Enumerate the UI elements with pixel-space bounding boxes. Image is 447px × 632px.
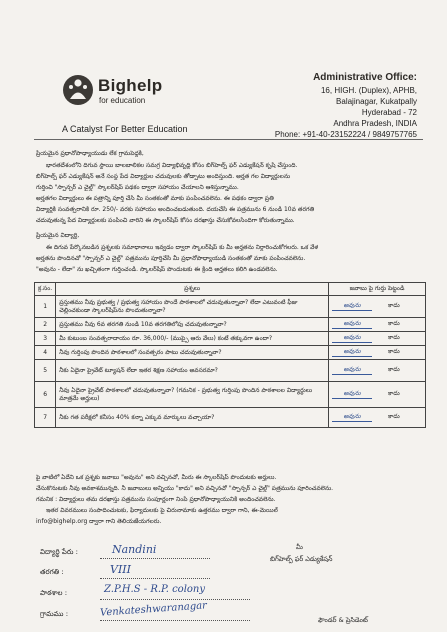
answer-no[interactable]: కాదు <box>388 334 400 341</box>
student-name-label: విద్యార్థి పేరు : <box>40 548 78 556</box>
row-number: 7 <box>35 408 56 428</box>
table-header-row <box>35 283 426 296</box>
answer-yes[interactable]: అవును <box>332 366 372 375</box>
body-line: భారతదేశంలోని దిగువ స్థాయి బాలబాలికల సమగ్ర విద్యాభివృద్ధి కోసం బిగ్‌హెల్ప్ ఫర్ ఎడ్యుకేషన్ కృషి చేస్తుంది. <box>46 162 298 169</box>
answer-yes[interactable]: అవును <box>332 320 372 329</box>
table-row <box>35 408 426 428</box>
class-value[interactable]: VIII <box>110 563 131 576</box>
body-line: అర్హతగల విద్యార్థులు ఈ పత్రాన్ని పూర్తి చేసి మీ సంతకంతో మాకు పంపించవలెను. ఈ పథకం ద్వారా ప్రతి <box>36 195 274 202</box>
school-value[interactable]: Z.P.H.S - R.P. colony <box>104 584 206 595</box>
office-line: Andhra Pradesh, INDIA <box>333 119 417 128</box>
answer-yes[interactable]: అవును <box>332 390 372 399</box>
body-line: చేసుకొనుటకు నీవు అవకాశమున్నది. నీ జవాబులు అన్నియు "కాదు" అని వచ్చినచో "స్పాన్సర్ ఎ చైల్డ్" పత్రమును పూరించవలెను. <box>36 485 334 492</box>
row-number: 2 <box>35 318 56 332</box>
school-line <box>100 599 250 600</box>
col-header-answer: జవాబు పై గుర్తు పెట్టండి <box>329 283 426 296</box>
village-label: గ్రామము : <box>40 610 69 618</box>
signoff-yours: మీ <box>296 543 303 551</box>
row-question: ప్రస్తుతము నీవు 6వ తరగతి నుండి 10వ తరగతిలోపు చదువుతున్నావా? <box>56 318 329 332</box>
answer-cell[interactable] <box>329 360 426 382</box>
row-number: 4 <box>35 346 56 360</box>
row-number: 5 <box>35 360 56 382</box>
table-row <box>35 346 426 360</box>
body-line: విద్యార్థికి సంవత్సరానికి రూ. 250/- వరకు సహాయం అందించబడుతుంది. దయచేసి ఈ పత్రమును 6 నుండి 10వ తరగతి <box>36 206 315 213</box>
brand-tagline: for education <box>99 96 146 105</box>
answer-cell[interactable] <box>329 408 426 428</box>
answer-yes[interactable]: అవును <box>332 334 372 343</box>
office-line: Balajinagar, Kukatpally <box>336 97 417 106</box>
header-divider <box>34 139 423 140</box>
office-line: 16, HIGH. (Duplex), APHB, <box>320 86 417 95</box>
body-line: చదువుతున్న పేద విద్యార్థులకు పంపించి వారిని ఈ స్కాలర్‌షిప్ కోసం దరఖాస్తు చేసుకోవలసిందిగా కోరుతున్నాము. <box>36 217 295 224</box>
answer-no[interactable]: కాదు <box>388 302 400 309</box>
office-phone: Phone: +91-40-23152224 / 9849757765 <box>274 130 417 139</box>
signoff-title: ఫౌండర్ & ప్రెసిడెంట్ <box>318 616 368 624</box>
answer-cell[interactable] <box>329 318 426 332</box>
body-line: "అవును - లేదా" ను ఖచ్చితంగా గుర్తించండి. స్కాలర్‌షిప్ పొందుటకు ఈ క్రింది అర్హతలు కలిగి ఉండవలెను. <box>36 266 278 273</box>
eligibility-table <box>34 282 426 428</box>
bighelp-logo-icon <box>62 74 94 106</box>
row-number: 6 <box>35 382 56 408</box>
row-number: 3 <box>35 332 56 346</box>
row-number: 1 <box>35 296 56 318</box>
body-line: ఈ దిగువ పేర్కొనబడిన ప్రశ్నలకు సమాధానాలు ఇవ్వడం ద్వారా స్కాలర్‌షిప్ కు మీ అర్హతను నిర్ధారించుకోగలరు. ఒక వేళ <box>46 244 319 251</box>
answer-cell[interactable] <box>329 382 426 408</box>
answer-no[interactable]: కాదు <box>388 390 400 397</box>
office-address <box>247 72 417 140</box>
answer-no[interactable]: కాదు <box>388 348 400 355</box>
office-line: Hyderabad - 72 <box>361 108 417 117</box>
body-line: బిగ్‌హెల్ప్ ఫర్ ఎడ్యుకేషన్ అనే సంస్థ పేద విద్యార్థుల చదువులకు తోడ్పాటు అందిస్తుంది. అర్హత గల విద్యార్థులను <box>36 173 291 180</box>
table-row <box>35 332 426 346</box>
body-line: పై వాటిలో ఏదేని ఒక ప్రశ్నకు జవాబు "అవును" అని వచ్చినచో, మీరు ఈ స్కాలర్‌షిప్ పొందుటకు అర్హులు. <box>36 474 277 481</box>
table-row <box>35 318 426 332</box>
body-line: ఇతర వివరములు సంపాదించుటకు, ఫిర్యాదులకు పై చిరునామాకు ఉత్తరము ద్వారా గాని, ఈ-మెయిల్ <box>46 507 278 514</box>
salutation: ప్రియమైన ప్రధానోపాధ్యాయుడు లేక గ్రామపెద్దకి, <box>36 150 144 157</box>
answer-no[interactable]: కాదు <box>388 366 400 373</box>
brand-name: Bighelp <box>98 76 163 95</box>
catalyst-tagline: A Catalyst For Better Education <box>62 124 188 134</box>
answer-cell[interactable] <box>329 296 426 318</box>
village-value[interactable]: Venkateshwaranagar <box>99 600 208 619</box>
answer-yes[interactable]: అవును <box>332 302 372 311</box>
row-question: నీవు గుర్తింపు పొందిన పాఠశాలలో సంవత్సరం పాటు చదువుతున్నావా? <box>56 346 329 360</box>
village-line <box>100 620 250 621</box>
table-row <box>35 360 426 382</box>
row-question: నీకు గత పరీక్షలో కనీసం 40% కన్నా ఎక్కువ మార్కులు వచ్చాయా? <box>56 408 329 428</box>
note-line: గమనిక : విద్యార్థులు తమ దరఖాస్తు పత్రమును సంపూర్ణంగా నింపి ప్రధానోపాధ్యాయునికి అందించవలెను. <box>36 496 276 503</box>
answer-yes[interactable]: అవును <box>332 413 372 422</box>
answer-no[interactable]: కాదు <box>388 413 400 420</box>
answer-cell[interactable] <box>329 346 426 360</box>
email-line: info@bighelp.org ద్వారా గాని తెలియజేయగలరు. <box>36 518 162 525</box>
table-row <box>35 296 426 318</box>
school-label: పాఠశాల : <box>40 589 68 597</box>
answer-cell[interactable] <box>329 332 426 346</box>
col-header-number: క్ర.సం. <box>35 283 56 296</box>
table-row <box>35 382 426 408</box>
student-name-line <box>100 558 210 559</box>
answer-yes[interactable]: అవును <box>332 348 372 357</box>
row-question: ప్రస్తుతము నీవు ప్రభుత్వ / ప్రభుత్వ సహాయం పొందే పాఠశాలలో చదువుతున్నావా? లేదా ఎటువంటి ఫీజు చెల్లించకుండా స్కాలర్‌షిప్‌ను పొందుతున్నావా? <box>56 296 329 318</box>
student-name-value[interactable]: Nandini <box>112 543 157 556</box>
signoff-org: బిగ్‌హెల్ప్ ఫర్ ఎడ్యుకేషన్ <box>270 555 333 563</box>
office-title: Administrative Office: <box>313 72 417 83</box>
class-line <box>100 578 210 579</box>
class-label: తరగతి : <box>40 568 64 576</box>
row-question: నీకు ఏదైనా ప్రైవేట్ ట్యూషన్ లేదా ఇతర శిక్షణ సహాయం అవసరమా? <box>56 360 329 382</box>
col-header-question: ప్రశ్నలు <box>56 283 329 296</box>
row-question: మీ కుటుంబ సంవత్సరాదాయం రూ. 36,000/- (ముప్పై ఆరు వేలు) కంటే తక్కువగా ఉందా? <box>56 332 329 346</box>
body-line: అర్హతను పొందినచో "స్పాన్సర్ ఎ చైల్డ్" పత్రమును పూర్తిచేసి మీ ప్రధానోపాధ్యాయుడి సంతకంతో మాకు పంపించవలెను. <box>36 255 306 262</box>
row-question: నీవు ఏదైనా ప్రైవేట్ పాఠశాలలో చదువుతున్నావా? (గమనిక - ప్రభుత్వ గుర్తింపు పొందిన పాఠశాలల విద్యార్థులు మాత్రమే అర్హులు) <box>56 382 329 408</box>
body-line: గుర్తించి "స్పాన్సర్ ఎ చైల్డ్" స్కాలర్‌షిప్ పథకం ద్వారా సహాయం చేయాలని ఆశిస్తున్నాము. <box>36 184 239 191</box>
answer-no[interactable]: కాదు <box>388 320 400 327</box>
student-salutation: ప్రియమైన విద్యార్థి, <box>36 232 80 239</box>
